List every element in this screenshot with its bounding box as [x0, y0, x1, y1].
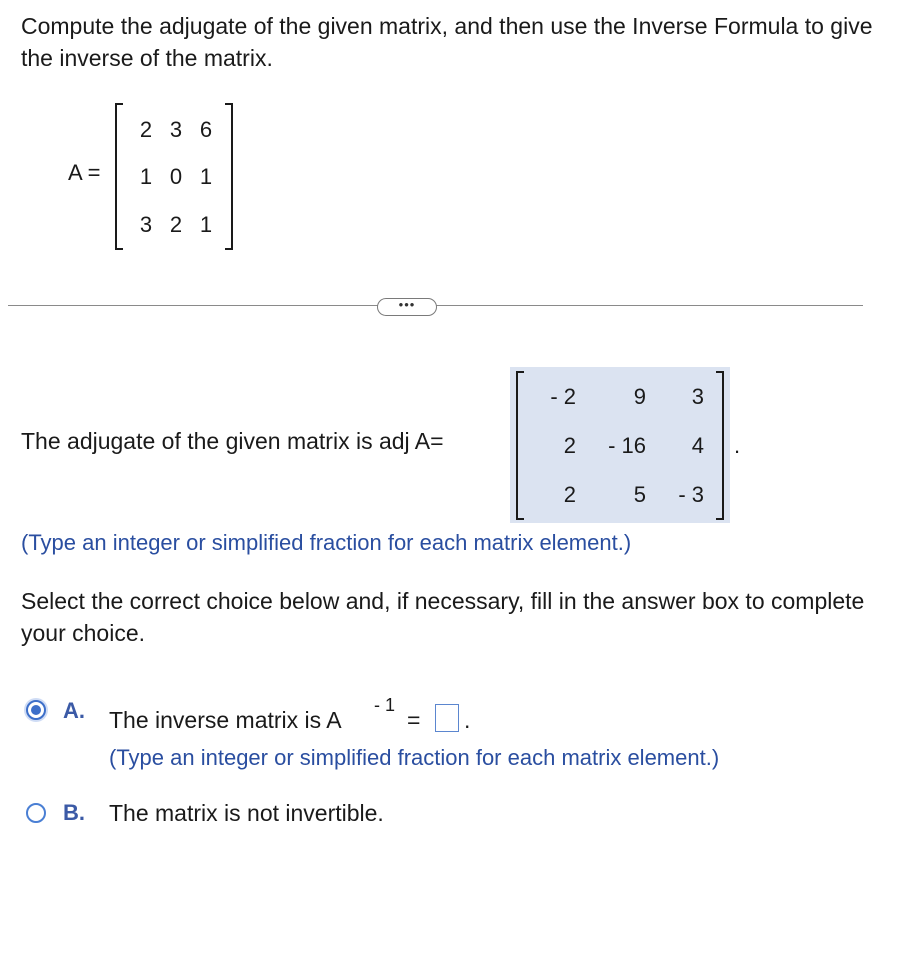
adjugate-period: .: [734, 433, 741, 458]
adjugate-cell[interactable]: - 2: [550, 384, 576, 409]
choice-a-letter: A.: [63, 698, 85, 723]
matrix-cell: 1: [199, 164, 213, 189]
adjugate-cell[interactable]: - 3: [678, 482, 704, 507]
question-text: Compute the adjugate of the given matrix, and then use the Inverse Formula to give the inverse of the matrix.: [21, 13, 873, 71]
adjugate-cell[interactable]: 4: [691, 433, 704, 458]
more-options-button[interactable]: •••: [377, 298, 437, 316]
matrix-cell: 3: [169, 117, 183, 142]
matrix-cell: 0: [169, 164, 183, 189]
matrix-cell: 2: [169, 212, 183, 237]
matrix-cell: 3: [139, 212, 153, 237]
adjugate-cell[interactable]: 3: [691, 384, 704, 409]
matrix-label: A =: [68, 160, 101, 185]
choice-a-radio[interactable]: [26, 700, 46, 720]
inverse-answer-box[interactable]: [435, 704, 459, 732]
matrix-right-bracket: [225, 103, 233, 250]
adjugate-cell[interactable]: 2: [563, 433, 576, 458]
adjugate-cell[interactable]: - 16: [608, 433, 646, 458]
matrix-cell: 2: [139, 117, 153, 142]
adjugate-right-bracket: [716, 371, 724, 520]
instruction-text: Select the correct choice below and, if necessary, fill in the answer box to complete your choice.: [21, 588, 865, 646]
choice-b-letter: B.: [63, 800, 85, 825]
choice-b-radio[interactable]: [26, 803, 46, 823]
adjugate-hint: (Type an integer or simplified fraction for each matrix element.): [21, 530, 632, 555]
matrix-cell: 1: [199, 212, 213, 237]
adjugate-prompt: The adjugate of the given matrix is adj A=: [21, 428, 444, 454]
choice-a-period: .: [464, 707, 471, 733]
matrix-cell: 1: [139, 164, 153, 189]
inverse-superscript: - 1: [374, 695, 396, 715]
adjugate-cell[interactable]: 5: [633, 482, 646, 507]
choice-b-text: The matrix is not invertible.: [109, 800, 384, 826]
adjugate-cell[interactable]: 9: [633, 384, 646, 409]
adjugate-cell[interactable]: 2: [563, 482, 576, 507]
choice-a-text: The inverse matrix is A: [109, 707, 342, 733]
adjugate-left-bracket: [516, 371, 524, 520]
choice-a-hint: (Type an integer or simplified fraction for each matrix element.): [109, 745, 720, 770]
choice-a-equals: =: [407, 707, 421, 733]
matrix-cell: 6: [199, 117, 213, 142]
matrix-left-bracket: [115, 103, 123, 250]
